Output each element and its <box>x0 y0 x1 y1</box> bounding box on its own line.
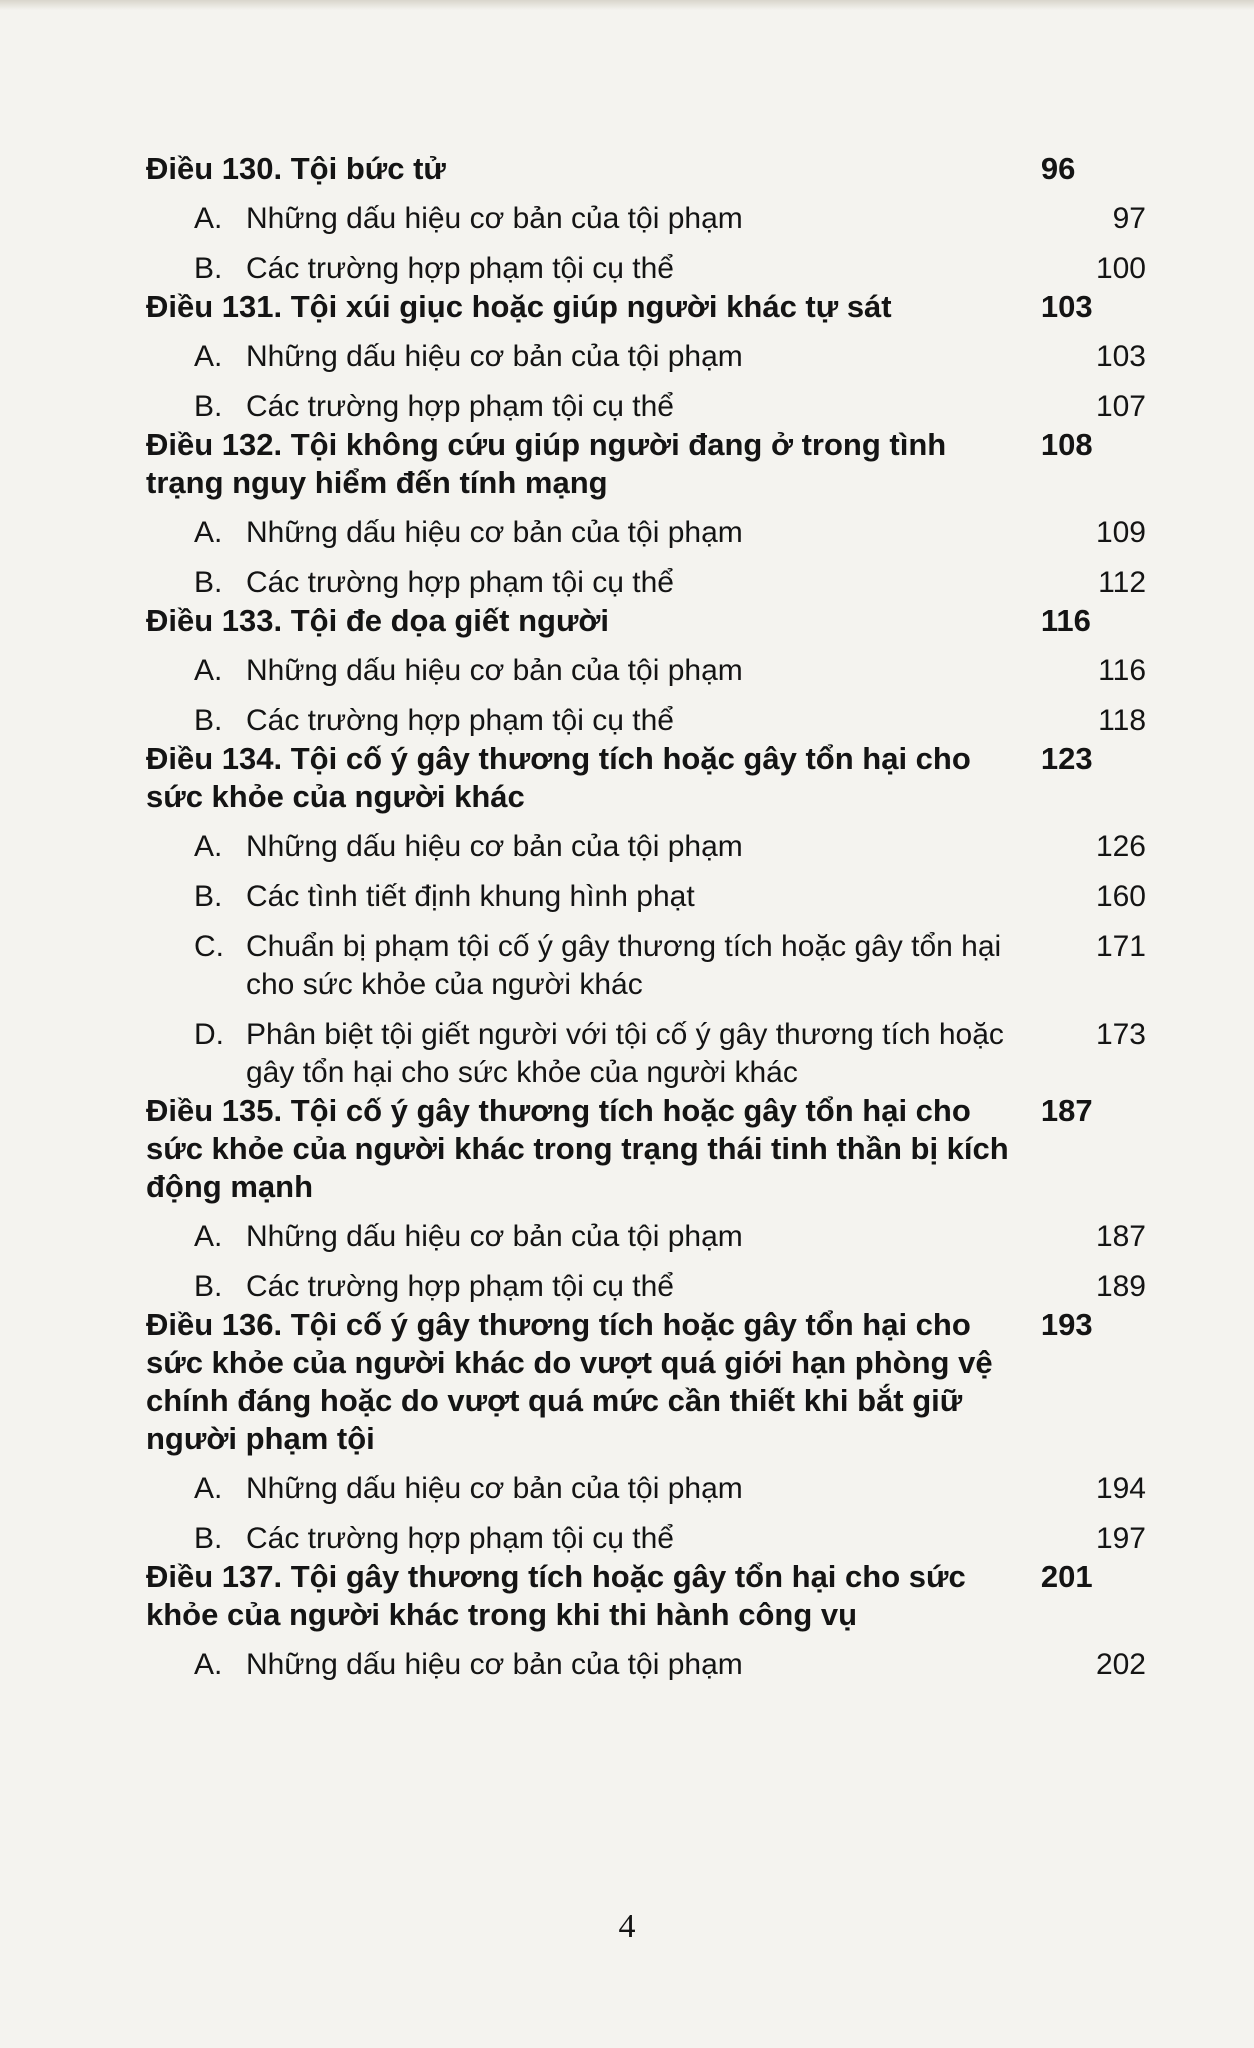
toc-entry <box>146 602 1150 740</box>
toc-article-page: 108 <box>1040 427 1093 462</box>
page-number: 4 <box>618 1908 636 1945</box>
toc-article-page: 123 <box>1040 741 1093 776</box>
toc-article-page: 103 <box>1040 289 1093 324</box>
toc-article-row[interactable] <box>146 426 1150 502</box>
toc-subsection-letter: A. <box>194 516 223 549</box>
toc-subsection-title: Chuẩn bị phạm tội cố ý gây thương tích hoặc gây tổn hại cho sức khỏe của người khác <box>246 930 1002 1001</box>
toc-subsection-letter: B. <box>194 252 223 285</box>
toc-subsection-title: Những dấu hiệu cơ bản của tội phạm <box>246 1220 743 1253</box>
toc-article-title: Điều 137. Tội gây thương tích hoặc gây tổn hại cho sức khỏe của người khác trong khi thi hành công vụ <box>146 1559 966 1632</box>
toc-subsection-row[interactable] <box>146 564 1150 602</box>
toc-article-title: Điều 135. Tội cố ý gây thương tích hoặc gây tổn hại cho sức khỏe của người khác trong trạng thái tinh thần bị kích động mạnh <box>146 1093 1009 1204</box>
toc-subsection-row[interactable] <box>146 1470 1150 1508</box>
toc-article-page: 116 <box>1040 603 1091 638</box>
toc-subsection-title: Những dấu hiệu cơ bản của tội phạm <box>246 654 743 687</box>
toc-subsection-letter: A. <box>194 202 223 235</box>
toc-subsection-title: Những dấu hiệu cơ bản của tội phạm <box>246 202 743 235</box>
toc-subsection-page: 112 <box>1098 566 1146 599</box>
toc-subsection-page: 187 <box>1095 1220 1146 1253</box>
toc-article-page: 201 <box>1040 1559 1093 1594</box>
toc-subsection-page: 173 <box>1095 1018 1146 1051</box>
toc-article-title: Điều 136. Tội cố ý gây thương tích hoặc gây tổn hại cho sức khỏe của người khác do vượt quá giới hạn phòng vệ chính đáng hoặc do vượt quá mức cần thiết khi bắt giữ người phạm tội <box>146 1307 993 1456</box>
toc-subsection-page: 197 <box>1095 1522 1146 1555</box>
toc-entry <box>146 288 1150 426</box>
toc-subsection-letter: A. <box>194 1220 223 1253</box>
toc-subsection-letter: B. <box>194 880 223 913</box>
toc-subsection-page: 202 <box>1095 1648 1146 1681</box>
toc-subsection-row[interactable] <box>146 828 1150 866</box>
toc-subsection-title: Phân biệt tội giết người với tội cố ý gây thương tích hoặc gây tổn hại cho sức khỏe của người khác <box>246 1018 1004 1089</box>
toc-article-page: 187 <box>1040 1093 1093 1128</box>
toc-subsection-letter: B. <box>194 1522 223 1555</box>
toc-subsection-title: Các trường hợp phạm tội cụ thể <box>246 390 674 423</box>
toc-subsection-title: Những dấu hiệu cơ bản của tội phạm <box>246 516 743 549</box>
toc-article-page: 193 <box>1040 1307 1093 1342</box>
toc-subsection-page: 126 <box>1095 830 1146 863</box>
toc-subsection-letter: C. <box>194 930 224 963</box>
toc-subsection-page: 116 <box>1098 654 1146 687</box>
toc-subsection-page: 103 <box>1095 340 1146 373</box>
toc-article-title: Điều 132. Tội không cứu giúp người đang ở trong tình trạng nguy hiểm đến tính mạng <box>146 427 947 500</box>
toc-subsection-page: 171 <box>1095 930 1146 963</box>
toc-article-page: 96 <box>1040 151 1076 186</box>
toc-subsection-title: Các trường hợp phạm tội cụ thể <box>246 704 674 737</box>
toc-subsection-row[interactable] <box>146 1268 1150 1306</box>
toc-subsection-page: 118 <box>1098 704 1146 737</box>
toc-article-row[interactable] <box>146 1558 1150 1634</box>
toc-subsection-row[interactable] <box>146 878 1150 916</box>
toc-article-row[interactable] <box>146 740 1150 816</box>
toc-subsection-letter: B. <box>194 1270 223 1303</box>
toc-subsection-page: 109 <box>1095 516 1146 549</box>
toc-entry <box>146 426 1150 602</box>
toc-subsection-letter: B. <box>194 704 223 737</box>
toc-entry <box>146 1092 1150 1306</box>
toc-article-title: Điều 134. Tội cố ý gây thương tích hoặc gây tổn hại cho sức khỏe của người khác <box>146 741 971 814</box>
toc-subsection-row[interactable] <box>146 388 1150 426</box>
toc-subsection-letter: A. <box>194 340 223 373</box>
toc-entry <box>146 1306 1150 1558</box>
toc-article-row[interactable] <box>146 1306 1150 1458</box>
toc-subsection-row[interactable] <box>146 1520 1150 1558</box>
toc-subsection-row[interactable] <box>146 1016 1150 1092</box>
toc-subsection-row[interactable] <box>146 652 1150 690</box>
toc-subsection-title: Các trường hợp phạm tội cụ thể <box>246 1522 674 1555</box>
page-top-edge <box>0 0 1254 10</box>
toc-subsection-letter: A. <box>194 654 223 687</box>
toc-article-title: Điều 131. Tội xúi giục hoặc giúp người khác tự sát <box>146 289 892 324</box>
toc-article-title: Điều 130. Tội bức tử <box>146 151 446 186</box>
toc-entry <box>146 150 1150 288</box>
toc-entry <box>146 1558 1150 1684</box>
toc-subsection-title: Các trường hợp phạm tội cụ thể <box>246 252 674 285</box>
toc-article-row[interactable] <box>146 1092 1150 1206</box>
toc-subsection-row[interactable] <box>146 928 1150 1004</box>
toc-subsection-page: 194 <box>1095 1472 1146 1505</box>
toc-subsection-title: Những dấu hiệu cơ bản của tội phạm <box>246 830 743 863</box>
toc-subsection-row[interactable] <box>146 702 1150 740</box>
toc-subsection-title: Những dấu hiệu cơ bản của tội phạm <box>246 1472 743 1505</box>
toc-subsection-page: 97 <box>1112 202 1146 235</box>
toc-subsection-row[interactable] <box>146 514 1150 552</box>
toc-subsection-letter: A. <box>194 1472 223 1505</box>
toc-article-title: Điều 133. Tội đe dọa giết người <box>146 603 610 638</box>
toc-subsection-letter: B. <box>194 566 223 599</box>
toc-subsection-page: 160 <box>1095 880 1146 913</box>
toc-subsection-title: Những dấu hiệu cơ bản của tội phạm <box>246 340 743 373</box>
toc-article-row[interactable] <box>146 288 1150 326</box>
toc-subsection-row[interactable] <box>146 200 1150 238</box>
table-of-contents <box>146 150 1150 1684</box>
toc-subsection-title: Các trường hợp phạm tội cụ thể <box>246 1270 674 1303</box>
toc-subsection-page: 107 <box>1095 390 1146 423</box>
toc-subsection-letter: A. <box>194 830 223 863</box>
toc-subsection-page: 100 <box>1095 252 1146 285</box>
toc-entry <box>146 740 1150 1092</box>
toc-subsection-letter: D. <box>194 1018 224 1051</box>
toc-article-row[interactable] <box>146 150 1150 188</box>
toc-subsection-title: Những dấu hiệu cơ bản của tội phạm <box>246 1648 743 1681</box>
toc-subsection-row[interactable] <box>146 250 1150 288</box>
toc-article-row[interactable] <box>146 602 1150 640</box>
toc-subsection-letter: A. <box>194 1648 223 1681</box>
toc-subsection-title: Các tình tiết định khung hình phạt <box>246 880 695 913</box>
toc-subsection-row[interactable] <box>146 1646 1150 1684</box>
toc-subsection-page: 189 <box>1095 1270 1146 1303</box>
toc-subsection-row[interactable] <box>146 1218 1150 1256</box>
toc-subsection-title: Các trường hợp phạm tội cụ thể <box>246 566 674 599</box>
toc-subsection-row[interactable] <box>146 338 1150 376</box>
toc-subsection-letter: B. <box>194 390 223 423</box>
